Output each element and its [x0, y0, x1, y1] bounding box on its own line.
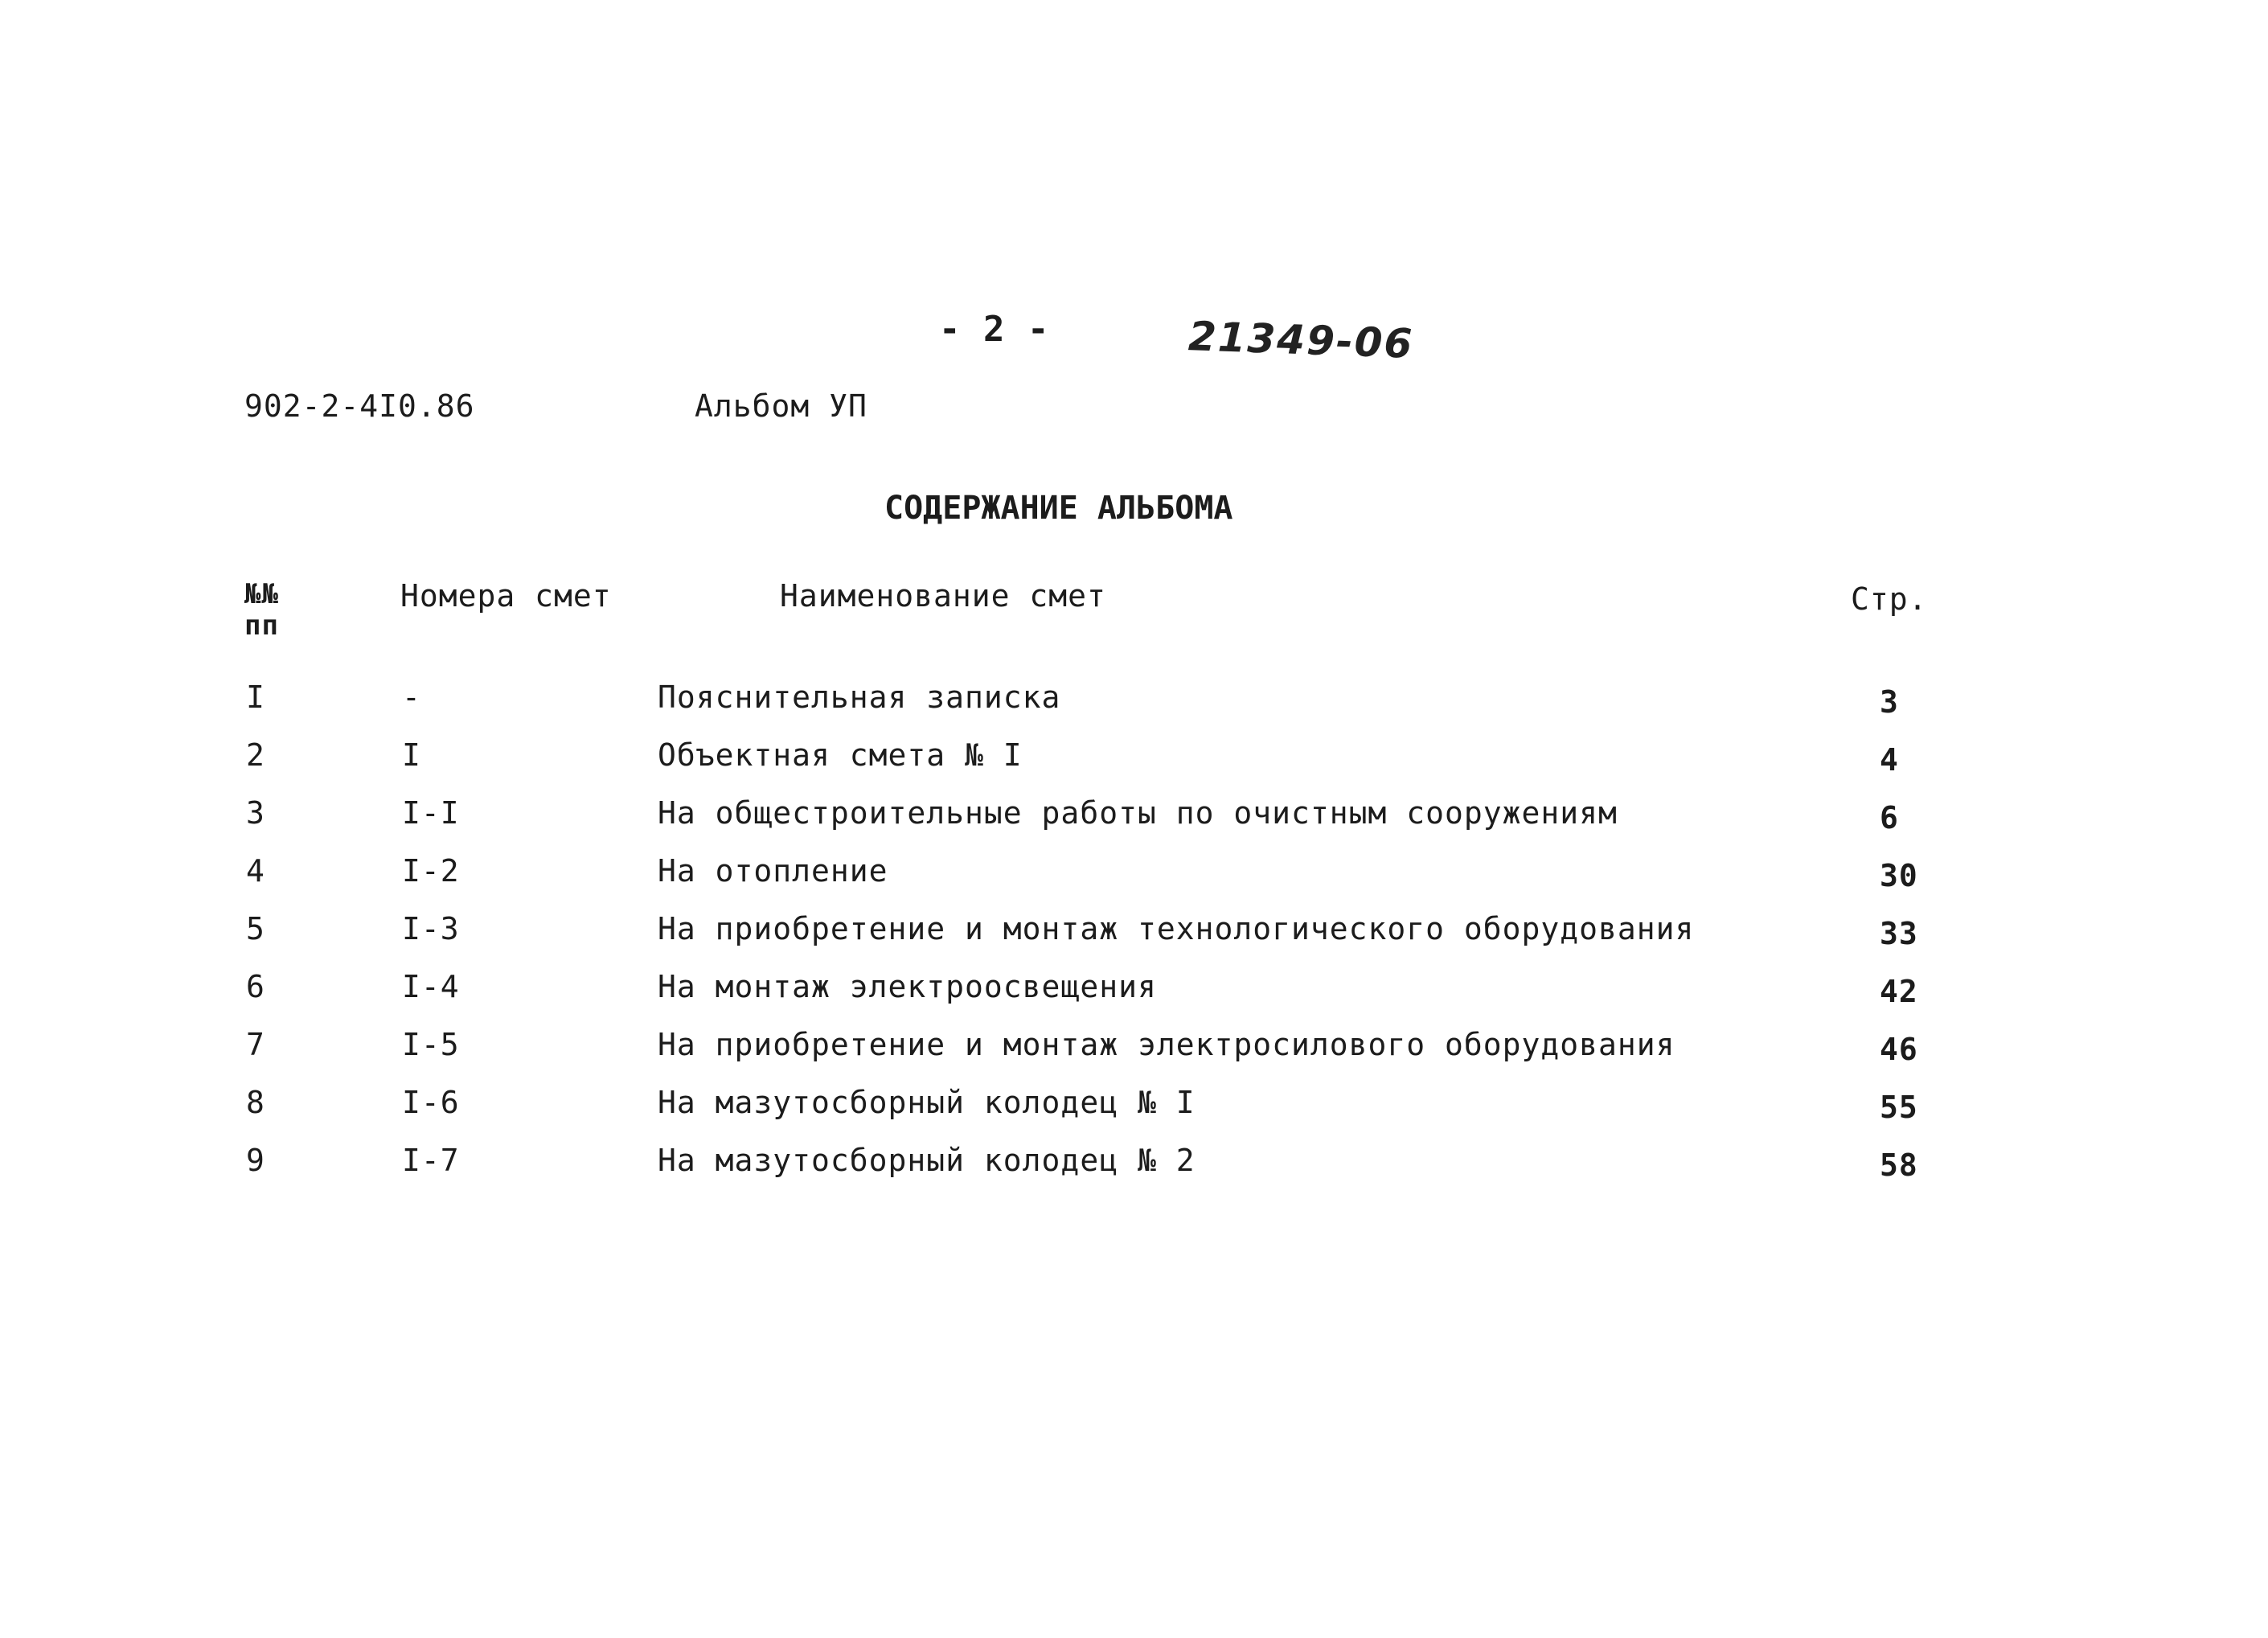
row-number: 4 [246, 853, 265, 889]
row-page: 42 [1880, 974, 1918, 1009]
row-page: 33 [1880, 916, 1918, 951]
row-estimate-name: Пояснительная записка [658, 679, 1061, 715]
row-page: 4 [1880, 742, 1899, 778]
row-estimate-name: Объектная смета № I [658, 737, 1023, 773]
contents-title: СОДЕРЖАНИЕ АЛЬБОМА [884, 490, 1233, 527]
row-page: 46 [1880, 1032, 1918, 1067]
document-code: 902-2-4I0.86 [244, 388, 475, 424]
table-row [0, 853, 2268, 896]
row-number: 5 [246, 911, 265, 946]
row-estimate-number: I [402, 737, 421, 773]
row-number: I [246, 679, 265, 715]
table-row [0, 795, 2268, 838]
table-row [0, 679, 2268, 722]
row-estimate-number: I-7 [402, 1143, 460, 1178]
page-number: - 2 - [939, 309, 1050, 350]
row-estimate-number: I-4 [402, 969, 460, 1004]
table-row [0, 1145, 2268, 1185]
row-page: 30 [1880, 858, 1918, 893]
table-row [0, 971, 2268, 1012]
row-page: 3 [1880, 684, 1899, 720]
row-number: 2 [246, 737, 265, 773]
column-header-number: №№ пп [244, 578, 279, 642]
row-estimate-number: I-5 [402, 1027, 460, 1062]
column-header-page: Стр. [1851, 581, 1928, 617]
handwritten-inventory-number: 21349-06 [1187, 313, 1415, 367]
row-estimate-name: На мазутосборный колодец № I [658, 1085, 1196, 1120]
table-row [0, 737, 2268, 780]
row-page: 6 [1880, 800, 1899, 835]
row-estimate-number: I-2 [402, 853, 460, 889]
row-estimate-number: I-3 [402, 911, 460, 946]
table-row [0, 913, 2268, 954]
row-estimate-name: На монтаж электроосвещения [658, 969, 1157, 1004]
table-row [0, 1087, 2268, 1127]
column-header-estimate-number: Номера смет [400, 578, 612, 614]
row-estimate-name: На мазутосборный колодец № 2 [658, 1143, 1196, 1178]
table-row [0, 1029, 2268, 1069]
row-estimate-name: На отопление [658, 853, 888, 889]
row-estimate-number: I-I [402, 795, 460, 831]
row-estimate-number: - [402, 679, 421, 715]
row-page: 55 [1880, 1090, 1918, 1125]
column-header-estimate-name: Наименование смет [780, 578, 1106, 614]
album-label: Альбом УП [695, 388, 867, 424]
row-number: 6 [246, 969, 265, 1004]
row-estimate-name: На приобретение и монтаж технологического оборудования [658, 911, 1695, 946]
row-estimate-number: I-6 [402, 1085, 460, 1120]
row-number: 9 [246, 1143, 265, 1178]
row-estimate-name: На приобретение и монтаж электросилового оборудования [658, 1027, 1675, 1062]
row-number: 3 [246, 795, 265, 831]
row-page: 58 [1880, 1147, 1918, 1183]
row-number: 7 [246, 1027, 265, 1062]
row-estimate-name: На общестроительные работы по очистным сооружениям [658, 795, 1618, 831]
row-number: 8 [246, 1085, 265, 1120]
